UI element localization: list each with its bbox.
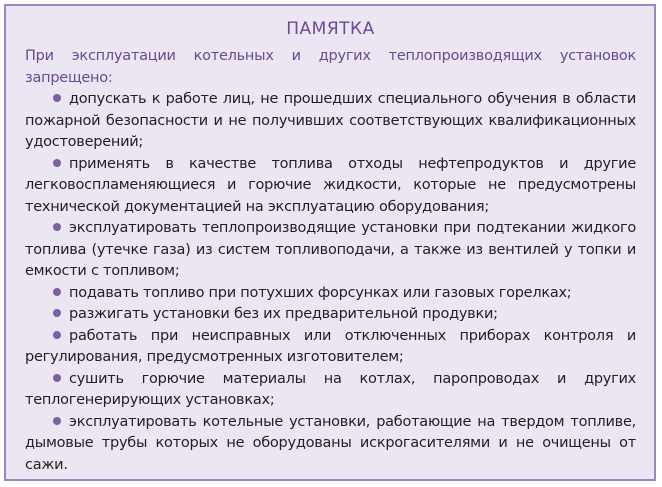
memo-intro: При эксплуатации котельных и других теплопроизводящих установок запрещено: bbox=[25, 48, 636, 86]
list-item-text: сушить горючие материалы на котлах, паропроводах и других теплогенерирующих установках; bbox=[25, 370, 636, 408]
list-item-text: подавать топливо при потухших форсунках или газовых горелках; bbox=[69, 284, 572, 301]
bullet-icon bbox=[53, 331, 61, 339]
bullet-icon bbox=[53, 374, 61, 382]
list-item-text: эксплуатировать котельные установки, работающие на твердом топливе, дымовые трубы которых не оборудованы искрогасителями и не очищены от сажи. bbox=[25, 413, 636, 473]
list-item bbox=[25, 304, 636, 326]
list-item bbox=[25, 154, 636, 219]
bullet-icon bbox=[53, 223, 61, 231]
list-item bbox=[25, 326, 636, 369]
list-item bbox=[25, 218, 636, 283]
memo-title: ПАМЯТКА bbox=[286, 19, 375, 39]
list-item-text: эксплуатировать теплопроизводящие установки при подтекании жидкого топлива (утечке газа) из систем топливоподачи, а также из вентилей у топки и емкости с топливом; bbox=[25, 220, 636, 279]
list-item-text: работать при неисправных или отключенных приборах контроля и регулирования, предусмотренных изготовителем; bbox=[25, 327, 636, 365]
bullet-icon bbox=[53, 309, 61, 317]
list-item-text: допускать к работе лиц, не прошедших специального обучения в области пожарной безопасности и не получивших соответствующих квалификационных удостоверений; bbox=[25, 91, 636, 150]
bullet-icon bbox=[53, 417, 61, 425]
bullet-icon bbox=[53, 94, 61, 102]
list-item bbox=[25, 283, 636, 305]
list-item bbox=[25, 412, 636, 477]
list-item bbox=[25, 369, 636, 412]
memo-list bbox=[25, 89, 636, 476]
bullet-icon bbox=[53, 288, 61, 296]
list-item bbox=[25, 89, 636, 154]
list-item-text: разжигать установки без их предварительной продувки; bbox=[69, 306, 498, 322]
bullet-icon bbox=[53, 159, 61, 167]
list-item-text: применять в качестве топлива отходы нефтепродуктов и другие легковоспламеняющиеся и горючие жидкости, которые не предусмотрены технической документацией на эксплуатацию оборудования; bbox=[25, 155, 636, 215]
memo-box bbox=[4, 4, 656, 481]
